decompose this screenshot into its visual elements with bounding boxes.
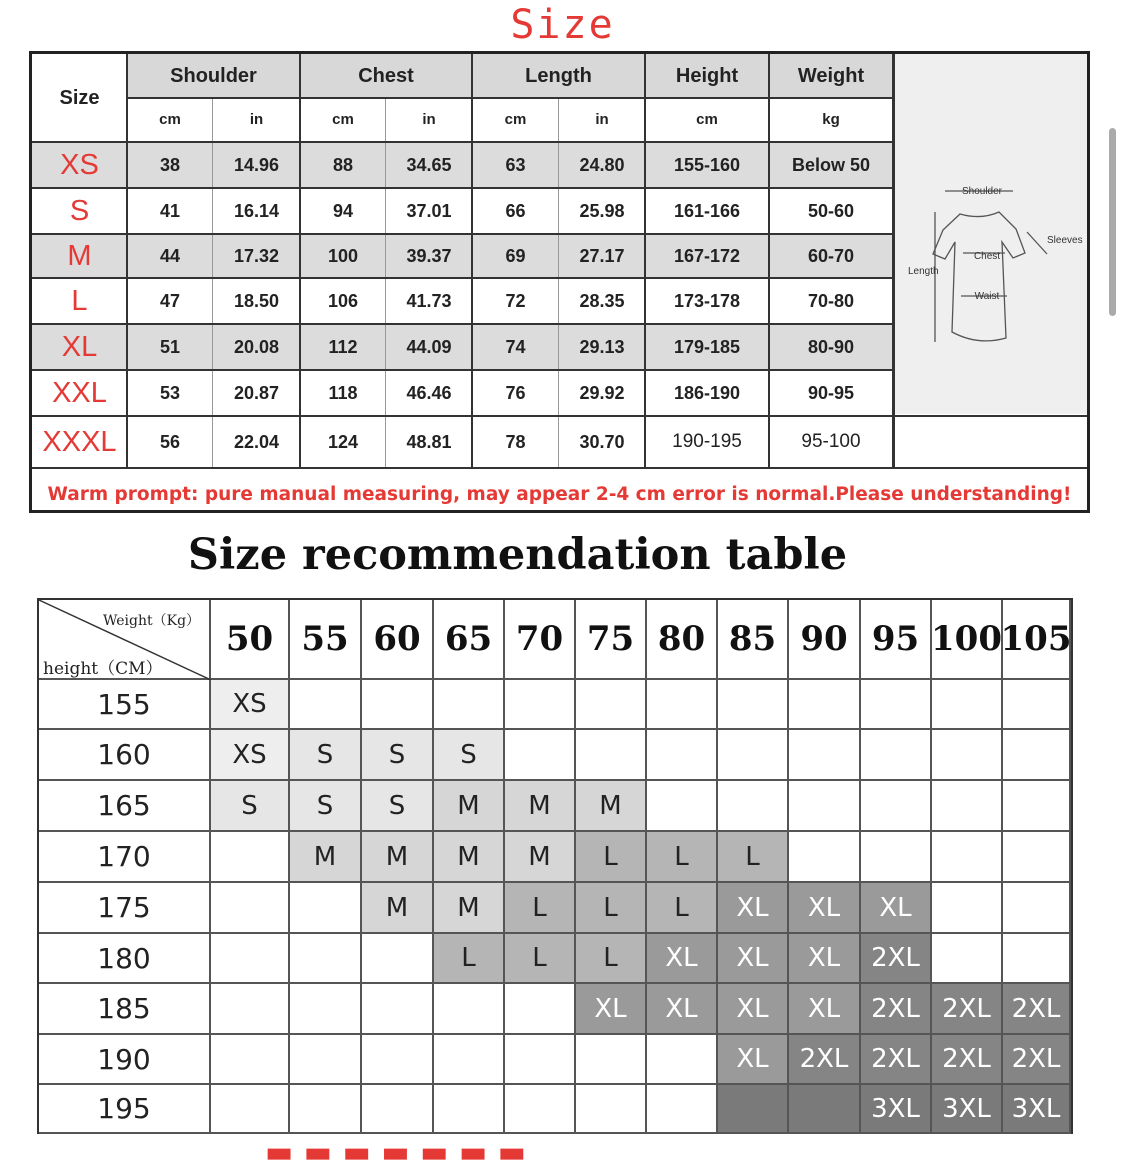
size-recommendation-cell — [505, 730, 576, 781]
group-header: Height — [645, 54, 769, 98]
size-recommendation-cell — [789, 730, 861, 781]
scrollbar[interactable] — [1109, 128, 1116, 316]
size-recommendation-cell: XS — [211, 730, 290, 781]
size-recommendation-cell: M — [434, 883, 505, 934]
size-recommendation-cell — [861, 832, 932, 883]
size-recommendation-cell: 2XL — [932, 984, 1003, 1035]
size-value: 76 — [472, 370, 559, 416]
size-value: 29.13 — [559, 324, 645, 370]
size-label: L — [32, 278, 127, 324]
size-recommendation-cell: L — [434, 934, 505, 984]
size-value: 16.14 — [213, 188, 300, 234]
size-recommendation-cell — [505, 1085, 576, 1134]
grid-line — [32, 467, 1087, 469]
size-chart-title: Size — [510, 2, 615, 48]
size-recommendation-cell — [211, 1035, 290, 1085]
weight-header: 60 — [362, 600, 434, 680]
size-recommendation-cell: XL — [647, 984, 718, 1035]
size-recommendation-cell — [932, 730, 1003, 781]
size-recommendation-cell — [647, 1035, 718, 1085]
recommendation-table — [37, 598, 1073, 1134]
weight-header: 75 — [576, 600, 647, 680]
weight-header: 105 — [1003, 600, 1071, 680]
size-recommendation-cell: M — [434, 781, 505, 832]
size-recommendation-cell: M — [290, 832, 362, 883]
unit-header: in — [213, 98, 300, 140]
size-recommendation-cell: XL — [718, 934, 789, 984]
size-recommendation-cell — [576, 1085, 647, 1134]
size-label: XXXL — [32, 416, 127, 468]
size-recommendation-cell — [505, 984, 576, 1035]
corner-height-label: height（CM） — [43, 659, 163, 679]
size-value: 95-100 — [769, 416, 893, 468]
size-value: 20.08 — [213, 324, 300, 370]
size-value: 14.96 — [213, 142, 300, 188]
size-value: 51 — [127, 324, 213, 370]
size-recommendation-cell — [290, 984, 362, 1035]
size-value: 155-160 — [645, 142, 769, 188]
grid-line — [32, 323, 893, 325]
size-recommendation-cell — [362, 1085, 434, 1134]
size-recommendation-cell — [505, 680, 576, 730]
size-recommendation-cell — [932, 934, 1003, 984]
size-recommendation-cell: XL — [576, 984, 647, 1035]
unit-header: kg — [769, 98, 893, 140]
size-value: 20.87 — [213, 370, 300, 416]
size-recommendation-cell: L — [576, 883, 647, 934]
size-recommendation-cell: L — [647, 883, 718, 934]
size-value: 112 — [300, 324, 386, 370]
size-value: 22.04 — [213, 416, 300, 468]
height-row-label: 185 — [39, 984, 211, 1035]
size-recommendation-cell: 2XL — [861, 934, 932, 984]
size-value: 47 — [127, 278, 213, 324]
unit-header: cm — [300, 98, 386, 140]
grid-line — [32, 415, 1087, 417]
size-recommendation-cell — [1003, 680, 1071, 730]
weight-header: 65 — [434, 600, 505, 680]
size-value: 37.01 — [386, 188, 472, 234]
grid-line — [32, 187, 893, 189]
size-recommendation-cell: M — [576, 781, 647, 832]
size-recommendation-cell: M — [434, 832, 505, 883]
grid-line — [127, 97, 893, 99]
grid-line — [299, 54, 301, 468]
size-recommendation-cell — [718, 781, 789, 832]
size-label: S — [32, 188, 127, 234]
size-recommendation-cell — [718, 730, 789, 781]
size-recommendation-cell — [434, 984, 505, 1035]
size-recommendation-cell — [789, 832, 861, 883]
size-recommendation-cell: L — [718, 832, 789, 883]
size-value: 179-185 — [645, 324, 769, 370]
size-recommendation-cell — [1003, 832, 1071, 883]
size-recommendation-cell — [647, 680, 718, 730]
size-recommendation-cell — [290, 680, 362, 730]
size-recommendation-cell: 2XL — [789, 1035, 861, 1085]
size-value: 29.92 — [559, 370, 645, 416]
size-recommendation-cell: XL — [789, 984, 861, 1035]
diagram-label-shoulder: Shoulder — [961, 186, 1003, 197]
size-chart-table — [29, 51, 1090, 513]
size-value: 124 — [300, 416, 386, 468]
size-recommendation-cell — [1003, 781, 1071, 832]
size-value: 50-60 — [769, 188, 893, 234]
weight-header: 95 — [861, 600, 932, 680]
garment-diagram-panel — [895, 54, 1087, 414]
size-value: 186-190 — [645, 370, 769, 416]
size-recommendation-cell — [211, 883, 290, 934]
unit-header: in — [386, 98, 472, 140]
size-value: 44.09 — [386, 324, 472, 370]
grid-line — [212, 98, 213, 468]
group-header: Chest — [300, 54, 472, 98]
size-recommendation-cell — [576, 680, 647, 730]
size-value: 60-70 — [769, 234, 893, 278]
grid-line — [644, 54, 646, 468]
size-value: 190-195 — [645, 416, 769, 468]
size-recommendation-cell — [647, 1085, 718, 1134]
size-value: 30.70 — [559, 416, 645, 468]
size-recommendation-cell — [789, 680, 861, 730]
grid-line — [126, 54, 128, 468]
size-recommendation-cell: L — [505, 883, 576, 934]
size-recommendation-cell: XL — [718, 1035, 789, 1085]
size-recommendation-cell: L — [576, 832, 647, 883]
size-recommendation-cell: S — [211, 781, 290, 832]
size-recommendation-cell — [1003, 883, 1071, 934]
size-recommendation-cell: XL — [861, 883, 932, 934]
size-recommendation-cell: M — [362, 832, 434, 883]
size-value: 24.80 — [559, 142, 645, 188]
weight-header: 70 — [505, 600, 576, 680]
size-value: 106 — [300, 278, 386, 324]
size-recommendation-cell — [434, 1085, 505, 1134]
weight-header: 85 — [718, 600, 789, 680]
size-value: 18.50 — [213, 278, 300, 324]
size-value: 56 — [127, 416, 213, 468]
size-recommendation-cell: 3XL — [932, 1085, 1003, 1134]
size-value: 88 — [300, 142, 386, 188]
size-recommendation-cell — [576, 730, 647, 781]
size-recommendation-cell — [932, 781, 1003, 832]
size-value: 17.32 — [213, 234, 300, 278]
size-value: 41 — [127, 188, 213, 234]
size-recommendation-cell: S — [290, 781, 362, 832]
size-recommendation-cell: 3XL — [861, 1085, 932, 1134]
unit-header: in — [559, 98, 645, 140]
size-recommendation-cell — [290, 883, 362, 934]
size-recommendation-cell — [290, 934, 362, 984]
size-recommendation-cell: S — [290, 730, 362, 781]
size-value: 173-178 — [645, 278, 769, 324]
size-recommendation-cell — [647, 730, 718, 781]
unit-header: cm — [645, 98, 769, 140]
size-value: 80-90 — [769, 324, 893, 370]
size-recommendation-cell — [932, 832, 1003, 883]
size-recommendation-cell — [290, 1085, 362, 1134]
size-recommendation-cell — [789, 781, 861, 832]
size-recommendation-cell — [505, 1035, 576, 1085]
size-value: 72 — [472, 278, 559, 324]
size-recommendation-cell: S — [362, 730, 434, 781]
size-recommendation-cell: S — [362, 781, 434, 832]
height-row-label: 190 — [39, 1035, 211, 1085]
diagram-label-chest: Chest — [973, 251, 1001, 262]
size-value: 69 — [472, 234, 559, 278]
size-recommendation-cell — [576, 1035, 647, 1085]
size-recommendation-cell: XL — [647, 934, 718, 984]
size-recommendation-cell — [647, 781, 718, 832]
grid-line — [471, 54, 473, 468]
weight-header: 90 — [789, 600, 861, 680]
size-value: 167-172 — [645, 234, 769, 278]
size-recommendation-cell: XL — [718, 883, 789, 934]
grid-line — [558, 98, 559, 468]
group-header: Weight — [769, 54, 893, 98]
diagram-label-sleeves: Sleeves — [1047, 235, 1083, 246]
cropped-heading-fragment: ▬ ▬ ▬ ▬ ▬ ▬ ▬ — [265, 1135, 527, 1170]
size-value: 161-166 — [645, 188, 769, 234]
grid-line — [32, 233, 893, 235]
weight-header: 100 — [932, 600, 1003, 680]
size-value: 44 — [127, 234, 213, 278]
size-recommendation-cell: 3XL — [1003, 1085, 1071, 1134]
size-value: 34.65 — [386, 142, 472, 188]
size-recommendation-cell: M — [505, 832, 576, 883]
size-recommendation-cell — [861, 680, 932, 730]
size-value: 66 — [472, 188, 559, 234]
size-recommendation-cell — [861, 730, 932, 781]
size-value: 41.73 — [386, 278, 472, 324]
grid-line — [32, 141, 893, 143]
size-value: 53 — [127, 370, 213, 416]
height-row-label: 165 — [39, 781, 211, 832]
size-recommendation-cell — [211, 934, 290, 984]
size-recommendation-cell: XL — [718, 984, 789, 1035]
size-recommendation-cell: XL — [789, 934, 861, 984]
size-recommendation-cell — [211, 1085, 290, 1134]
size-recommendation-cell: L — [576, 934, 647, 984]
unit-header: cm — [127, 98, 213, 140]
size-value: 38 — [127, 142, 213, 188]
diagram-label-length: Length — [908, 266, 939, 277]
size-recommendation-cell — [211, 832, 290, 883]
grid-line — [893, 54, 895, 468]
size-recommendation-cell — [362, 984, 434, 1035]
tshirt-diagram — [895, 54, 1087, 414]
height-row-label: 175 — [39, 883, 211, 934]
size-recommendation-cell: 2XL — [861, 1035, 932, 1085]
size-value: 74 — [472, 324, 559, 370]
corner-weight-label: Weight（Kg） — [103, 613, 201, 629]
size-label: XL — [32, 324, 127, 370]
size-recommendation-cell — [718, 680, 789, 730]
size-label: XXL — [32, 370, 127, 416]
size-recommendation-cell — [211, 984, 290, 1035]
size-value: 118 — [300, 370, 386, 416]
size-recommendation-cell: 2XL — [1003, 984, 1071, 1035]
recommendation-title: Size recommendation table — [187, 530, 848, 580]
size-recommendation-cell — [362, 934, 434, 984]
size-recommendation-cell: L — [505, 934, 576, 984]
size-value: 48.81 — [386, 416, 472, 468]
size-recommendation-cell: M — [505, 781, 576, 832]
size-recommendation-cell: 2XL — [1003, 1035, 1071, 1085]
size-value: 27.17 — [559, 234, 645, 278]
size-value: Below 50 — [769, 142, 893, 188]
size-recommendation-cell — [290, 1035, 362, 1085]
height-row-label: 170 — [39, 832, 211, 883]
size-value: 90-95 — [769, 370, 893, 416]
size-recommendation-cell — [932, 680, 1003, 730]
size-recommendation-cell — [362, 1035, 434, 1085]
height-row-label: 180 — [39, 934, 211, 984]
size-recommendation-cell — [362, 680, 434, 730]
size-recommendation-cell: XS — [211, 680, 290, 730]
grid-line — [32, 369, 893, 371]
warm-prompt-note: Warm prompt: pure manual measuring, may appear 2-4 cm error is normal.Please understanding! — [47, 483, 1072, 505]
size-value: 78 — [472, 416, 559, 468]
unit-header: cm — [472, 98, 559, 140]
size-recommendation-cell — [789, 1085, 861, 1134]
weight-header: 55 — [290, 600, 362, 680]
size-recommendation-cell: 2XL — [932, 1035, 1003, 1085]
size-recommendation-cell — [932, 883, 1003, 934]
size-recommendation-cell — [1003, 934, 1071, 984]
size-value: 63 — [472, 142, 559, 188]
group-header: Shoulder — [127, 54, 300, 98]
size-label: M — [32, 234, 127, 278]
size-recommendation-cell: L — [647, 832, 718, 883]
size-column-header: Size — [32, 54, 127, 142]
size-recommendation-cell — [434, 1035, 505, 1085]
size-value: 70-80 — [769, 278, 893, 324]
size-value: 28.35 — [559, 278, 645, 324]
size-value: 100 — [300, 234, 386, 278]
height-row-label: 160 — [39, 730, 211, 781]
size-recommendation-cell: XL — [789, 883, 861, 934]
height-row-label: 155 — [39, 680, 211, 730]
size-recommendation-cell — [434, 680, 505, 730]
weight-header: 50 — [211, 600, 290, 680]
size-recommendation-cell — [861, 781, 932, 832]
size-value: 46.46 — [386, 370, 472, 416]
size-value: 94 — [300, 188, 386, 234]
group-header: Length — [472, 54, 645, 98]
size-label: XS — [32, 142, 127, 188]
size-recommendation-cell — [1003, 730, 1071, 781]
size-value: 25.98 — [559, 188, 645, 234]
size-recommendation-cell: M — [362, 883, 434, 934]
size-value: 39.37 — [386, 234, 472, 278]
grid-line — [32, 277, 893, 279]
size-recommendation-cell: 2XL — [861, 984, 932, 1035]
size-recommendation-cell: S — [434, 730, 505, 781]
height-row-label: 195 — [39, 1085, 211, 1134]
grid-line — [768, 54, 770, 468]
grid-line — [385, 98, 386, 468]
weight-header: 80 — [647, 600, 718, 680]
diagram-label-waist: Waist — [974, 291, 1000, 302]
size-recommendation-cell — [718, 1085, 789, 1134]
